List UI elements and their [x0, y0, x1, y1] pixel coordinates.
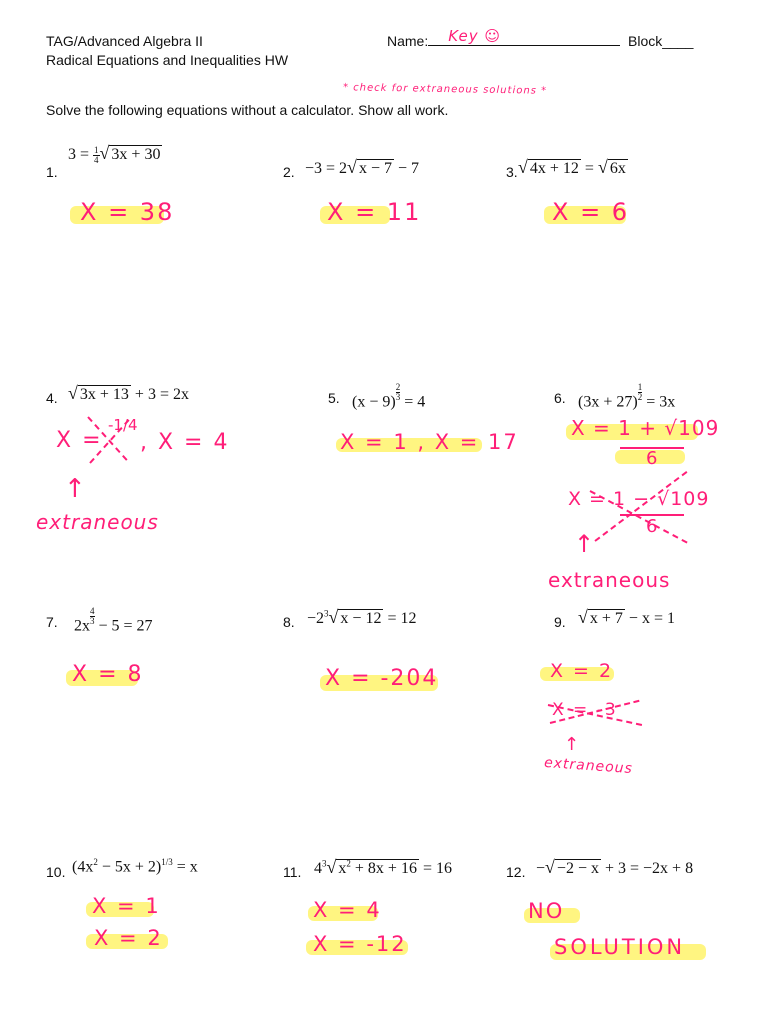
extraneous-label: extraneous — [548, 568, 671, 592]
equation-9: √ x + 7 − x = 1 — [578, 607, 675, 627]
extraneous-label: extraneous — [543, 754, 634, 778]
problem-number: 1. — [46, 164, 58, 180]
answer-9-second: X = -3 — [552, 700, 618, 720]
equation-10: $(4x^2 - 5x + 2)^{1/3} = x$ — [72, 857, 198, 876]
answer-7: X = 8 — [72, 662, 144, 687]
problem-number: 4. — [46, 390, 58, 406]
worksheet-title: Radical Equations and Inequalities HW — [46, 52, 289, 68]
answer-6-first-den: 6 — [646, 448, 660, 469]
course-title: TAG/Advanced Algebra II — [46, 33, 203, 49]
answer-12-first: NO — [528, 899, 565, 923]
answer-10-second: X = 2 — [94, 926, 163, 950]
answer-4-second: , X = 4 — [140, 430, 230, 455]
block-label: Block____ — [628, 33, 694, 49]
equation-7: 2x $\frac{4}{3}$ − 5 = 27 — [74, 606, 153, 635]
equation-1: 3 = $\frac{1}{4}$ √ 3x + 30 — [68, 143, 161, 165]
answer-1: X = 38 — [80, 198, 175, 226]
extraneous-note: * check for extraneous solutions * — [342, 82, 548, 97]
name-label: Name: Key ☺ — [387, 33, 620, 49]
equation-12: −√ −2 − x + 3 = −2x + 8 — [536, 857, 694, 877]
problem-number: 11. — [283, 864, 302, 880]
problem-number: 9. — [554, 614, 566, 630]
problem-number: 8. — [283, 614, 295, 630]
answer-3: X = 6 — [552, 198, 630, 226]
answer-6-second-den: 6 — [646, 516, 660, 537]
problem-number: 3. — [506, 164, 518, 180]
answer-5: X = 1 , X = 17 — [340, 430, 519, 454]
equation-6: (3x + 27) $\frac{1}{2}$ = 3x — [578, 382, 676, 411]
arrow-up-icon: ↑ — [574, 530, 597, 558]
extraneous-label: extraneous — [36, 510, 159, 534]
equation-5: (x − 9) $\frac{2}{3}$ = 4 — [352, 382, 426, 411]
equation-8: $-2^3√$ x − 12 = 12 — [307, 607, 417, 627]
instructions: Solve the following equations without a calculator. Show all work. — [46, 102, 449, 118]
answer-11-first: X = 4 — [313, 898, 382, 922]
answer-6-first: X = 1 + √109 — [571, 416, 720, 440]
problem-number: 7. — [46, 614, 58, 630]
equation-3: √ 4x + 12 = √ 6x — [518, 157, 626, 177]
equation-2: −3 = 2√ x − 7 − 7 — [305, 157, 419, 177]
answer-12-second: SOLUTION — [554, 935, 686, 959]
problem-number: 10. — [46, 864, 66, 880]
answer-11-second: X = -12 — [313, 932, 407, 956]
problem-number: 6. — [554, 390, 566, 406]
answer-10-first: X = 1 — [92, 894, 161, 918]
problem-number: 2. — [283, 164, 295, 180]
answer-8: X = -204 — [325, 666, 439, 691]
problem-number: 12. — [506, 864, 526, 880]
name-value: Key ☺ — [448, 27, 502, 45]
answer-9-first: X = 2 — [550, 660, 614, 682]
arrow-up-icon: ↑ — [64, 474, 88, 504]
answer-4-first: X = — [56, 428, 103, 453]
arrow-up-icon: ↑ — [564, 734, 582, 755]
equation-4: √ 3x + 13 + 3 = 2x — [68, 383, 189, 403]
answer-2: X = 11 — [327, 198, 422, 226]
answer-4-first-value: -1/4 — [108, 416, 138, 434]
equation-11: $4^3√$ $x^2 + 8x + 16 = 16$ — [314, 857, 452, 877]
answer-6-second: X = 1 − √109 — [568, 488, 710, 510]
problem-number: 5. — [328, 390, 340, 406]
